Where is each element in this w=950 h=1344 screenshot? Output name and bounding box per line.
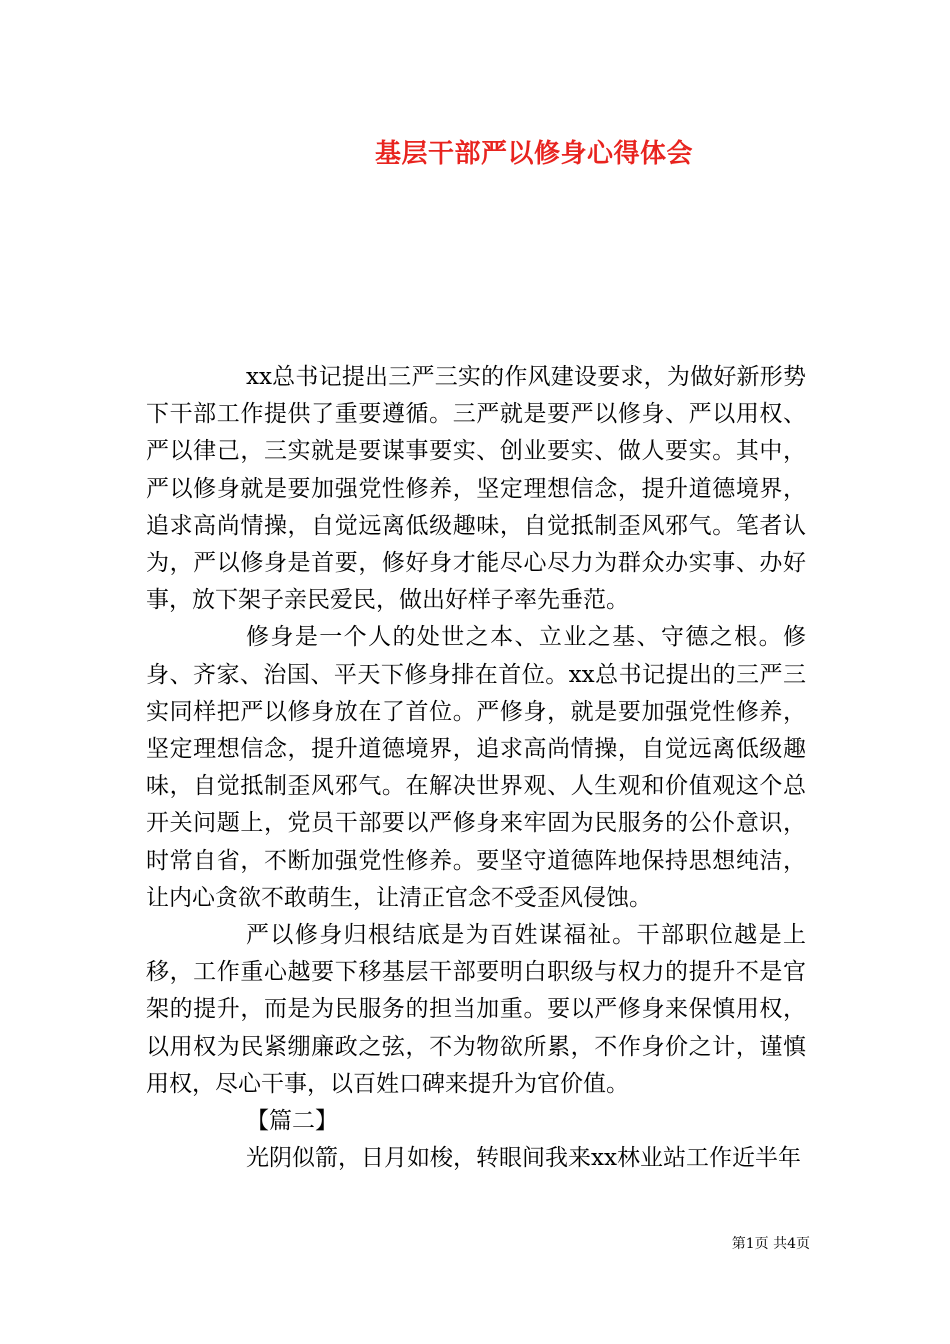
- paragraph-1: xx总书记提出三严三实的作风建设要求，为做好新形势下干部工作提供了重要遵循。三严就是要严以修身、严以用权、严以律己，三实就是要谋事要实、创业要实、做人要实。其中，严以修身就是要加强党性修养，坚定理想信念，提升道德境界，追求高尚情操，自觉远离低级趣味，自觉抵制歪风邪气。笔者认为，严以修身是首要，修好身才能尽心尽力为群众办实事、办好事，放下架子亲民爱民，做出好样子率先垂范。: [146, 364, 806, 614]
- paragraph-4: 光阴似箭，日月如梭，转眼间我来xx林业站工作近半年: [246, 1145, 801, 1172]
- paragraph-3: 严以修身归根结底是为百姓谋福祉。干部职位越是上移，工作重心越要下移基层干部要明白职级与权力的提升不是官架的提升，而是为民服务的担当加重。要以严修身来保慎用权，以用权为民紧绷廉政之弦，不为物欲所累，不作身价之计，谨慎用权，尽心干事，以百姓口碑来提升为官价值。: [146, 922, 806, 1097]
- section-heading: 【篇二】: [246, 1108, 338, 1135]
- page-number-footer: 第1页 共4页: [731, 1236, 810, 1252]
- document-body: [146, 359, 806, 1177]
- paragraph-2: 修身是一个人的处世之本、立业之基、守德之根。修身、齐家、治国、平天下修身排在首位。xx总书记提出的三严三实同样把严以修身放在了首位。严修身，就是要加强党性修养，坚定理想信念，提升道德境界，追求高尚情操，自觉远离低级趣味，自觉抵制歪风邪气。在解决世界观、人生观和价值观这个总开关问题上，党员干部要以严修身来牢固为民服务的公仆意识，时常自省，不断加强党性修养。要坚守道德阵地保持思想纯洁，让内心贪欲不敢萌生，让清正官念不受歪风侵蚀。: [146, 624, 806, 911]
- document-title: 基层干部严以修身心得体会: [374, 139, 693, 169]
